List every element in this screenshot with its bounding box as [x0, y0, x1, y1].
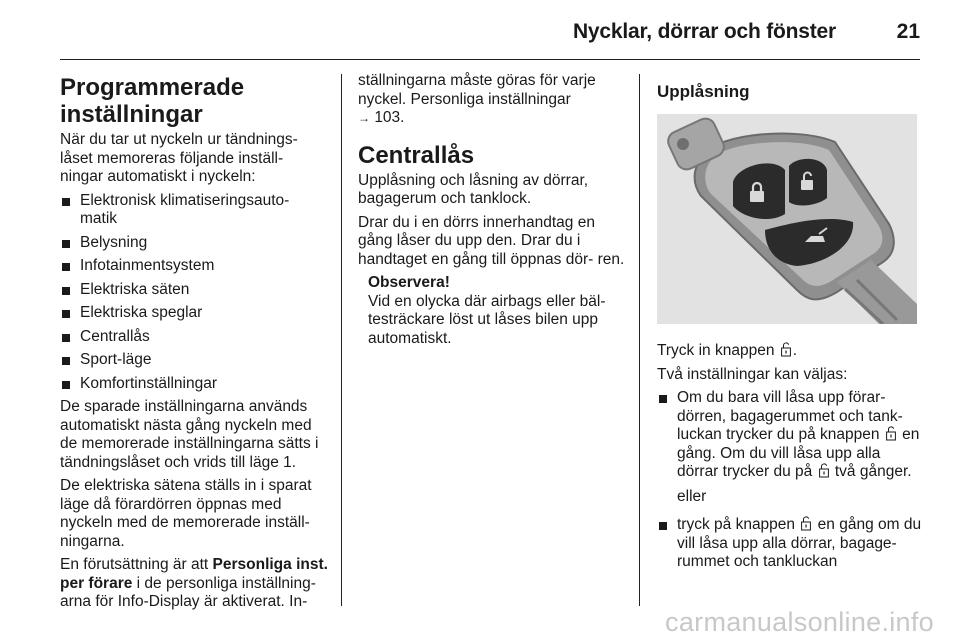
list-item: Elektronisk klimatiseringsauto- matik — [60, 192, 330, 229]
note-title: Observera! — [368, 274, 450, 291]
header-rule — [60, 59, 920, 60]
note-text: Vid en olycka där airbags eller bäl- testräckare löst ut låses bilen upp automatiskt. — [368, 292, 606, 347]
unlock-icon — [801, 516, 811, 531]
precondition-text: En förutsättning är att — [60, 556, 213, 573]
intro-text: När du tar ut nyckeln ur tändnings- låset memoreras följande inställ- ningar automatiskt i nyckeln: — [60, 131, 298, 185]
paragraph-seats: De elektriska sätena ställs in i sparat läge då förardörren öppnas med nyckeln med de memorerade inställ- ningarna. — [60, 477, 312, 550]
memorized-settings-list — [60, 192, 330, 394]
watermark: carmanualsonline.info — [665, 607, 934, 637]
continued-text-body: ställningarna måste göras för varje nyckel. Personliga inställningar — [358, 72, 596, 108]
list-item — [657, 389, 923, 482]
column-divider-2 — [639, 74, 640, 606]
column-1 — [60, 72, 330, 617]
header-title: Nycklar, dörrar och fönster — [572, 20, 836, 43]
option-2-text-b: en gång om du vill låsa upp alla dörrar, bagage- rummet och tankluckan — [677, 516, 922, 570]
unlock-icon — [819, 463, 829, 478]
column-divider-1 — [341, 74, 342, 606]
list-item: Elektriska säten — [60, 281, 330, 300]
list-item: Sport-läge — [60, 351, 330, 370]
paragraph-door-handle: Drar du i en dörrs innerhandtag en gång låser du upp den. Drar du i handtaget en gång till öppnas dör- ren. — [358, 213, 625, 268]
precondition-text-end: i de personliga inställning- arna för Info-Display är aktiverat. In- — [60, 574, 316, 610]
list-item: Komfortinställningar — [60, 375, 330, 394]
section-heading-upplasning: Upplåsning — [657, 82, 750, 101]
list-item: Belysning — [60, 234, 330, 253]
page-number: 21 — [896, 20, 920, 43]
press-button-pre: Tryck in knappen — [657, 342, 779, 359]
unlock-icon — [886, 426, 896, 441]
list-item: Infotainmentsystem — [60, 257, 330, 276]
note-box — [358, 274, 630, 348]
unlock-icon — [781, 342, 791, 357]
unlock-options-list-2 — [657, 516, 923, 572]
column-2 — [358, 72, 630, 348]
column-3 — [657, 72, 923, 577]
key-fob-image — [657, 114, 917, 324]
paragraph-unlocking: Upplåsning och låsning av dörrar, bagagerum och tanklock. — [358, 171, 589, 207]
section-heading-programmerade: Programmerade inställningar — [60, 74, 245, 128]
option-1-text-c: två gånger. — [830, 463, 912, 480]
option-1-text-a: Om du bara vill låsa upp förar- dörren, bagagerummet och tank- luckan trycker du på knappen — [677, 389, 903, 443]
list-item — [657, 516, 923, 572]
unlock-options-list — [657, 389, 923, 482]
list-item: Elektriska speglar — [60, 304, 330, 323]
continued-text — [358, 72, 630, 128]
option-2-text-a: tryck på knappen — [677, 516, 800, 533]
paragraph-precondition — [60, 556, 330, 612]
option-1-text-b: en gång. Om du vill låsa upp alla dörrar trycker du på — [677, 426, 920, 480]
two-settings-text: Två inställningar kan väljas: — [657, 365, 848, 383]
paragraph-saved-settings: De sparade inställningarna används automatiskt nästa gång nyckeln med de memorerade inställningarna sätts i tändningslåset och vrids till läge 1. — [60, 398, 319, 471]
setting-name: Personliga inst. per förare — [60, 556, 328, 592]
press-button-text — [657, 342, 923, 361]
reference-arrow-icon: → — [358, 111, 370, 125]
press-button-post: . — [792, 342, 798, 359]
list-item: Centrallås — [60, 328, 330, 347]
page-reference[interactable]: 103. — [374, 109, 405, 126]
or-text: eller — [677, 487, 707, 505]
section-heading-centrallas: Centrallås — [358, 141, 475, 169]
